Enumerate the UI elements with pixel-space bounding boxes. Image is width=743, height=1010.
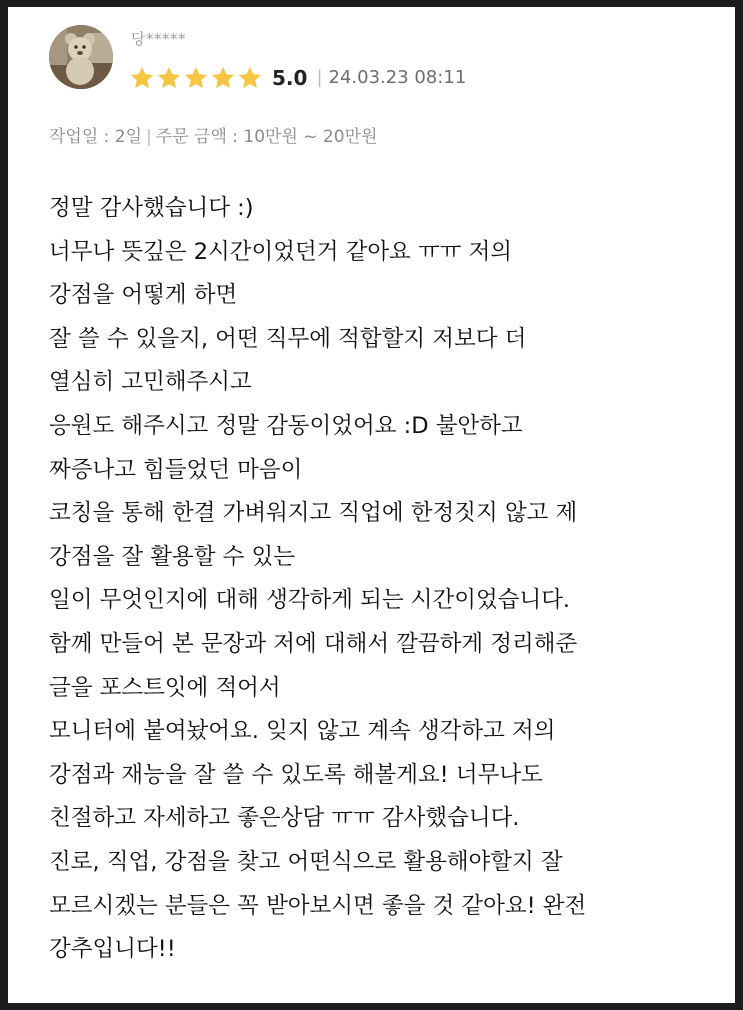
star-icon xyxy=(156,65,182,91)
order-meta xyxy=(49,124,377,150)
reviewer-username: 당***** xyxy=(131,30,186,48)
review-text-line: 모르시겠는 분들은 꼭 받아보시면 좋을 것 같아요! 완전 xyxy=(49,892,587,919)
review-text-line: 잘 쓸 수 있을지, 어떤 직무에 적합할지 저보다 더 xyxy=(49,325,527,352)
review-text-line: 강추입니다!! xyxy=(49,936,176,963)
review-text-line: 짜증나고 힘들었던 마음이 xyxy=(49,456,303,483)
review-text-line: 모니터에 붙여놨어요. 잊지 않고 계속 생각하고 저의 xyxy=(49,718,556,745)
divider: | xyxy=(316,67,323,88)
review-text-line: 너무나 뜻깊은 2시간이었던거 같아요 ㅠㅠ 저의 xyxy=(49,238,513,265)
review-text-line: 정말 감사했습니다 :) xyxy=(49,195,254,221)
review-text-line: 열심히 고민해주시고 xyxy=(49,369,252,396)
review-text-line: 응원도 해주시고 정말 감동이었어요 :D 불안하고 xyxy=(49,412,523,439)
star-icon xyxy=(210,65,236,91)
avatar[interactable] xyxy=(49,25,113,89)
review-text-line: 일이 무엇인지에 대해 생각하게 되는 시간이었습니다. xyxy=(49,587,571,614)
work-days: 작업일 : 2일 xyxy=(49,127,143,147)
review-text xyxy=(49,187,729,972)
star-icon xyxy=(129,65,155,91)
review-text-line: 함께 만들어 본 문장과 저에 대해서 깔끔하게 정리해준 xyxy=(49,630,578,657)
review-date: 24.03.23 08:11 xyxy=(328,67,467,88)
review-text-line: 코칭을 통해 한결 가벼워지고 직업에 한정짓지 않고 제 xyxy=(49,500,578,527)
review-text-line: 강점을 잘 활용할 수 있는 xyxy=(49,543,295,570)
review-text-line: 강점을 어떻게 하면 xyxy=(49,282,238,309)
review-text-line: 강점과 재능을 잘 쓸 수 있도록 해볼게요! 너무나도 xyxy=(49,761,543,788)
divider: | xyxy=(146,127,152,147)
star-rating xyxy=(129,65,263,91)
order-amount: 주문 금액 : 10만원 ~ 20만원 xyxy=(155,127,378,147)
review-text-line: 친절하고 자세하고 좋은상담 ㅠㅠ 감사했습니다. xyxy=(49,805,520,832)
star-icon xyxy=(183,65,209,91)
rating-row xyxy=(129,64,466,92)
review-text-line: 글을 포스트잇에 적어서 xyxy=(49,674,281,701)
rating-score: 5.0 xyxy=(272,66,308,90)
teddy-bear-avatar-image xyxy=(49,25,113,89)
review-text-line: 진로, 직업, 강점을 찾고 어떤식으로 활용해야할지 잘 xyxy=(49,848,563,875)
star-icon xyxy=(237,65,263,91)
review-card xyxy=(8,7,735,1003)
